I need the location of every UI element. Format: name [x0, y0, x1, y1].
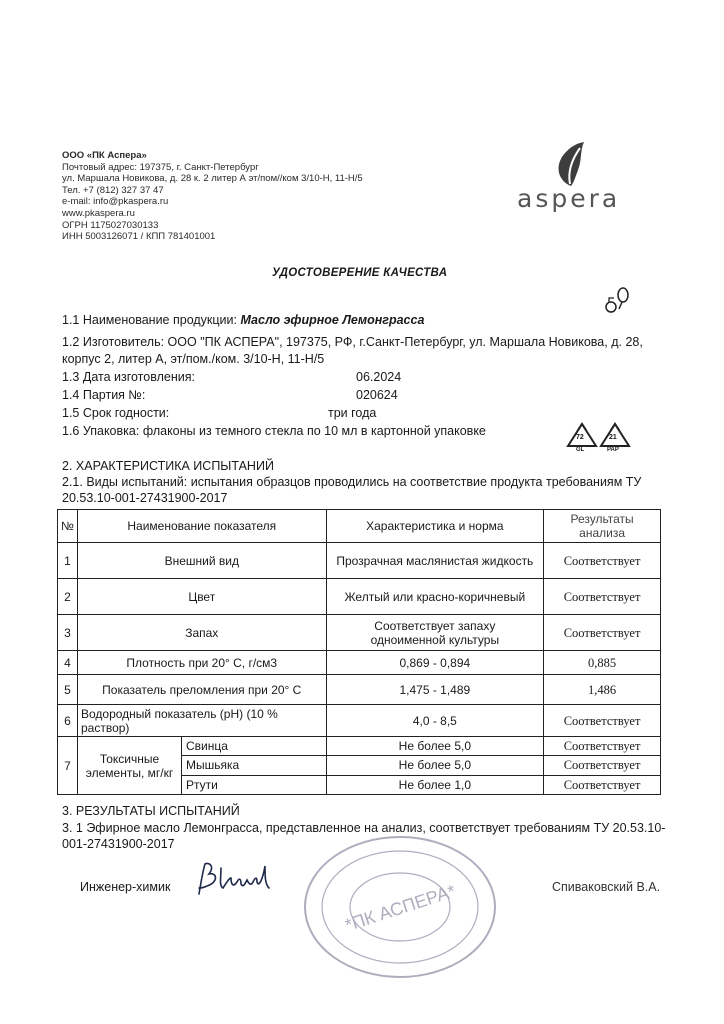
row-result: Соответствует [544, 756, 661, 775]
row-number: 5 [58, 675, 78, 705]
company-stamp [300, 832, 500, 982]
recycle-number: 72 [576, 434, 584, 441]
ogrn: ОГРН 1175027030133 [62, 219, 159, 231]
inn-kpp: ИНН 5003126071 / КПП 781401001 [62, 231, 216, 243]
table-row [58, 705, 661, 737]
row-indicator: Цвет [77, 579, 326, 615]
row-norm: 0,869 - 0,894 [326, 651, 544, 675]
product-name-label: 1.1 Наименование продукции: [62, 313, 237, 327]
row-number: 6 [58, 705, 78, 737]
manufacturer-line-2: корпус 2, литер А, эт/пом./ком. 3/10-Н, 11-Н/5 [62, 352, 325, 366]
row-norm: Не более 5,0 [326, 737, 544, 756]
leaf-drop-icon [548, 140, 594, 188]
shelf-life-value: три года [328, 406, 377, 420]
row-result: Соответствует [544, 615, 661, 651]
stamp-text: *ПК АСПЕРА* [342, 880, 458, 936]
header-number: № [58, 510, 78, 543]
row-result: Соответствует [544, 775, 661, 794]
row-indicator: Внешний вид [77, 543, 326, 579]
section-3-line-1: 3. 1 Эфирное масло Лемонграсса, представленное на анализ, соответствует требованиям ТУ 20.53.10- [62, 821, 666, 835]
section-2-title: 2. ХАРАКТЕРИСТИКА ИСПЫТАНИЙ [62, 459, 274, 473]
table-row [58, 675, 661, 705]
recycle-symbol-paper [599, 422, 631, 456]
cosmetic-pictogram-icon [603, 287, 631, 315]
toxic-label: Токсичные элементы, мг/кг [78, 737, 182, 794]
recycle-symbol-glass [566, 422, 598, 456]
packaging-row [62, 423, 486, 440]
table-header-row [58, 510, 661, 543]
row-number: 3 [58, 615, 78, 651]
row-number: 1 [58, 543, 78, 579]
row-result: 1,486 [544, 675, 661, 705]
row-indicator: Водородный показатель (рН) (10 % раствор) [77, 705, 326, 737]
phone: Тел. +7 (812) 327 37 47 [62, 184, 164, 196]
table-row [58, 579, 661, 615]
recycle-code: GL [576, 447, 585, 453]
manufacture-date-value: 06.2024 [356, 370, 402, 384]
row-norm: Желтый или красно-коричневый [326, 579, 544, 615]
company-contacts [62, 150, 422, 243]
product-name-value: Масло эфирное Лемонграсса [240, 313, 425, 327]
section-3-title: 3. РЕЗУЛЬТАТЫ ИСПЫТАНИЙ [62, 804, 240, 818]
logo-wordmark: aspera [517, 184, 621, 213]
website: www.pkaspera.ru [62, 207, 135, 219]
logo [505, 140, 645, 220]
row-norm: Прозрачная маслянистая жидкость [326, 543, 544, 579]
table-row [58, 615, 661, 651]
row-norm: Не более 1,0 [326, 775, 544, 794]
packaging-label: 1.6 Упаковка: [62, 424, 140, 438]
section-2-line-1: 2.1. Виды испытаний: испытания образцов проводились на соответствие продукта требованиям ТУ [62, 475, 642, 489]
company-name: ООО «ПК Аспера» [62, 150, 147, 161]
row-number: 2 [58, 579, 78, 615]
batch-value: 020624 [356, 388, 398, 402]
manufacturer-line-1: 1.2 Изготовитель: ООО "ПК АСПЕРА", 197375, РФ, г.Санкт-Петербург, ул. Маршала Новикова, д. 28, [62, 335, 643, 349]
manufacture-date-label: 1.3 Дата изготовления: [62, 370, 195, 384]
row-number: 7 [58, 737, 78, 795]
signer-position: Инженер-химик [80, 880, 171, 894]
table-row [58, 543, 661, 579]
signer-name: Спиваковский В.А. [552, 880, 661, 894]
row-indicator: Плотность при 20° С, г/см3 [77, 651, 326, 675]
product-name-row [62, 312, 424, 329]
toxic-element-name: Свинца [182, 737, 326, 756]
table-row-toxic [58, 737, 661, 756]
toxic-element-name: Мышьяка [182, 756, 326, 775]
row-norm: 4,0 - 8,5 [326, 705, 544, 737]
row-norm: Соответствует запаху одноименной культуры [326, 615, 544, 651]
section-2-line-2: 20.53.10-001-27431900-2017 [62, 491, 228, 505]
row-result: Соответствует [544, 543, 661, 579]
header-result: Результаты анализа [544, 510, 661, 543]
shelf-life-label: 1.5 Срок годности: [62, 406, 170, 420]
recycle-code: PAP [607, 447, 619, 453]
toxic-element-name: Ртути [185, 777, 218, 792]
table-row [58, 651, 661, 675]
toxic-group-cell [77, 737, 326, 795]
batch-label: 1.4 Партия №: [62, 388, 146, 402]
row-result: Соответствует [544, 737, 661, 756]
results-table [57, 509, 661, 795]
header-norm: Характеристика и норма [326, 510, 544, 543]
street-address: ул. Маршала Новикова, д. 28 к. 2 литер А эт/пом//ком 3/10-Н, 11-Н/5 [62, 173, 363, 185]
document-title: УДОСТОВЕРЕНИЕ КАЧЕСТВА [272, 267, 448, 279]
recycle-number: 21 [609, 434, 617, 441]
section-3-line-2: 001-27431900-2017 [62, 837, 175, 851]
header-indicator: Наименование показателя [77, 510, 326, 543]
row-indicator: Запах [77, 615, 326, 651]
packaging-value: флаконы из темного стекла по 10 мл в картонной упаковке [142, 424, 486, 438]
row-indicator: Показатель преломления при 20° С [77, 675, 326, 705]
row-result: 0,885 [544, 651, 661, 675]
row-norm: 1,475 - 1,489 [326, 675, 544, 705]
row-norm: Не более 5,0 [326, 756, 544, 775]
email: e-mail: info@pkaspera.ru [62, 196, 169, 208]
row-result: Соответствует [544, 705, 661, 737]
row-number: 4 [58, 651, 78, 675]
row-result: Соответствует [544, 579, 661, 615]
postal-address: Почтовый адрес: 197375, г. Санкт-Петербург [62, 161, 259, 173]
handwritten-signature [193, 858, 293, 900]
